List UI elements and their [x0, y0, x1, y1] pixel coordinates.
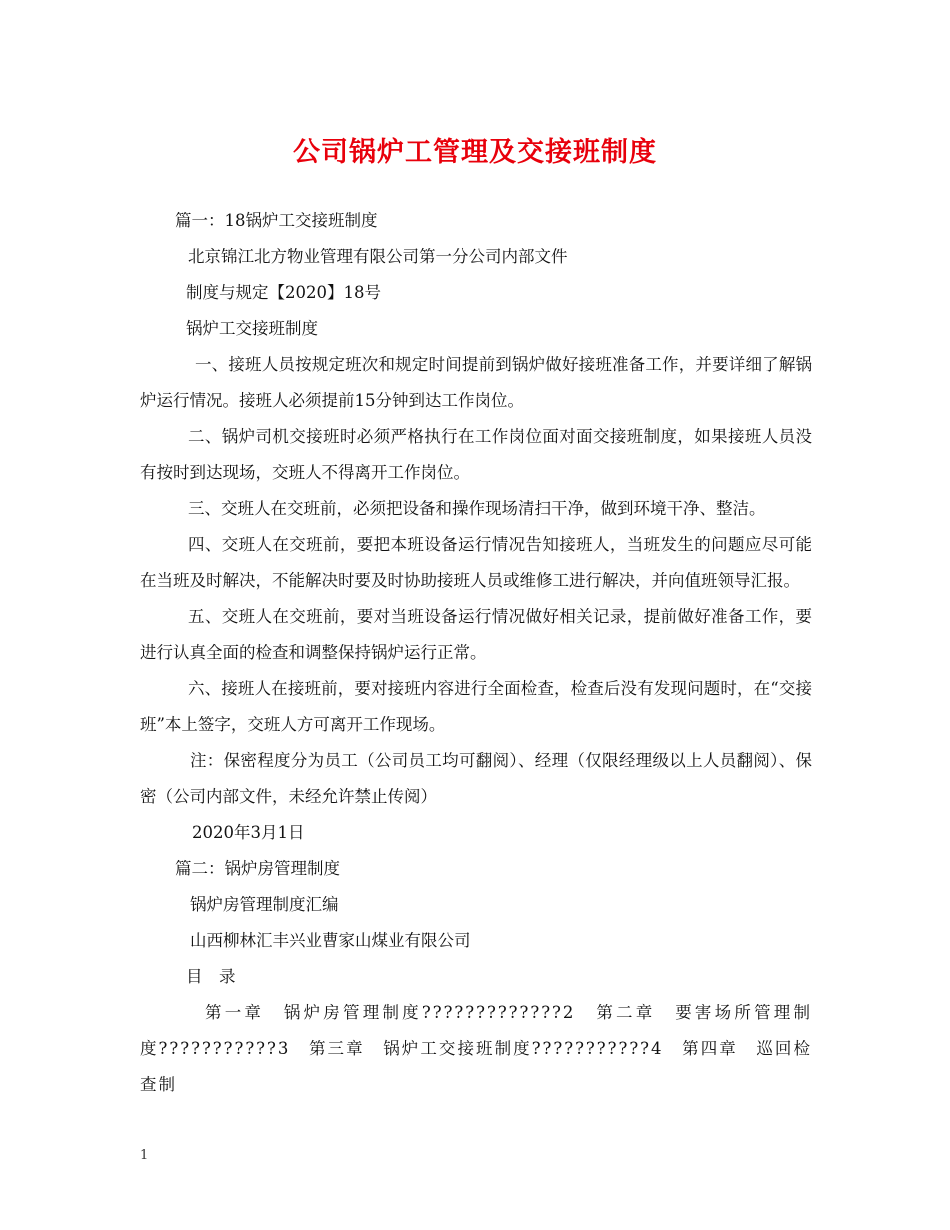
document-title: 公司锅炉工管理及交接班制度 [293, 137, 657, 168]
page-number: 1 [140, 1148, 149, 1163]
company-name-line-2: 山西柳林汇丰兴业曹家山煤业有限公司 [190, 931, 471, 950]
section-heading-2: 篇二：锅炉房管理制度 [175, 859, 340, 878]
issue-date: 2020年3月1日 [192, 823, 305, 842]
document-body [140, 203, 812, 1103]
clause-6: 六、接班人在接班前，要对接班内容进行全面检查，检查后没有发现问题时，在“交接班”本上签字，交班人方可离开工作现场。 [140, 679, 812, 734]
section-heading-1: 篇一：18锅炉工交接班制度 [175, 211, 378, 230]
clause-5: 五、交班人在交班前，要对当班设备运行情况做好相关记录，提前做好准备工作，要进行认真全面的检查和调整保持锅炉运行正常。 [140, 607, 812, 662]
clause-2: 二、锅炉司机交接班时必须严格执行在工作岗位面对面交接班制度，如果接班人员没有按时到达现场，交班人不得离开工作岗位。 [140, 427, 812, 482]
clause-3: 三、交班人在交班前，必须把设备和操作现场清扫干净，做到环境干净、整洁。 [188, 499, 766, 518]
company-name-line: 北京锦江北方物业管理有限公司第一分公司内部文件 [188, 247, 568, 266]
toc-line-2: 度???????????3 第三章 锅炉工交接班制度???????????4 第四章 巡回检查制 [140, 1039, 812, 1094]
clause-4: 四、交班人在交班前，要把本班设备运行情况告知接班人，当班发生的问题应尽可能在当班及时解决，不能解决时要及时协助接班人员或维修工进行解决，并向值班领导汇报。 [140, 535, 812, 590]
compilation-title: 锅炉房管理制度汇编 [190, 895, 339, 914]
toc-heading: 目 录 [186, 967, 236, 986]
regulation-title: 锅炉工交接班制度 [186, 319, 318, 338]
document-number: 制度与规定【2020】18号 [186, 283, 381, 302]
clause-1: 一、接班人员按规定班次和规定时间提前到锅炉做好接班准备工作，并要详细了解锅炉运行情况。接班人必须提前15分钟到达工作岗位。 [140, 355, 812, 410]
confidentiality-note: 注：保密程度分为员工（公司员工均可翻阅）、经理（仅限经理级以上人员翻阅）、保密（公司内部文件，未经允许禁止传阅） [140, 751, 812, 806]
toc-line-1: 第一章 锅炉房管理制度?????????????2 第二章 要害场所管理制 [205, 1003, 812, 1022]
